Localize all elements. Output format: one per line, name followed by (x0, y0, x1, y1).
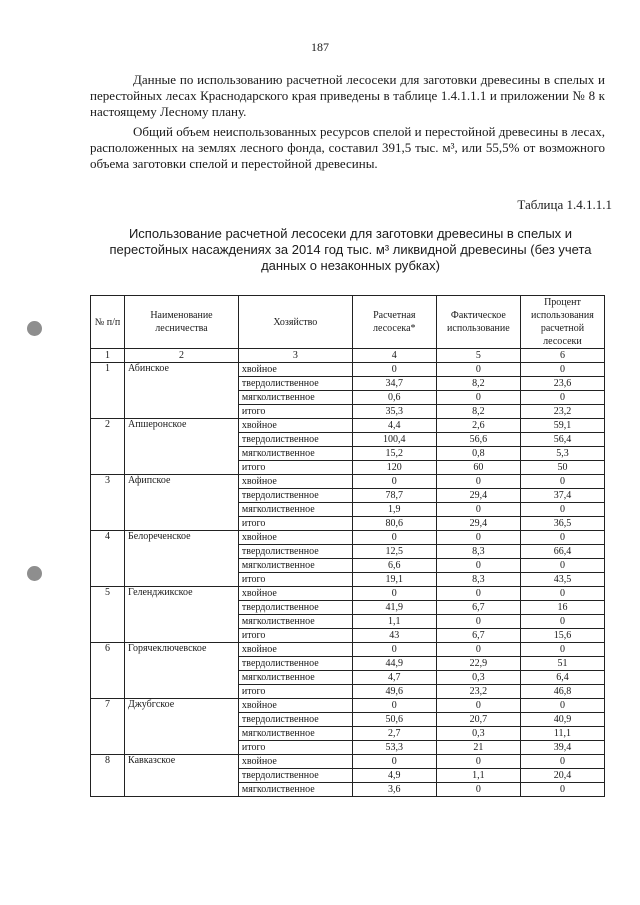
table-row (91, 419, 605, 433)
header-usage-percent: Процент использования расчетной лесосеки (520, 296, 604, 349)
farm-type-cell: итого (238, 685, 352, 699)
usage-percent-cell: 51 (520, 657, 604, 671)
actual-usage-cell: 8,3 (436, 545, 520, 559)
table-row (91, 699, 605, 713)
forestry-usage-table (90, 295, 605, 797)
farm-type-cell: мягколиственное (238, 447, 352, 461)
usage-percent-cell: 16 (520, 601, 604, 615)
usage-percent-cell: 0 (520, 391, 604, 405)
forestry-number: 5 (91, 587, 125, 643)
usage-percent-cell: 23,6 (520, 377, 604, 391)
calculated-cutting-cell: 4,4 (352, 419, 436, 433)
usage-percent-cell: 56,4 (520, 433, 604, 447)
calculated-cutting-cell: 0 (352, 755, 436, 769)
calculated-cutting-cell: 0 (352, 699, 436, 713)
actual-usage-cell: 0 (436, 531, 520, 545)
actual-usage-cell: 0,3 (436, 727, 520, 741)
usage-percent-cell: 0 (520, 699, 604, 713)
actual-usage-cell: 21 (436, 741, 520, 755)
calculated-cutting-cell: 34,7 (352, 377, 436, 391)
table-header-row (91, 296, 605, 349)
farm-type-cell: мягколиственное (238, 503, 352, 517)
forestry-name: Горячеключевское (125, 643, 239, 699)
farm-type-cell: итого (238, 741, 352, 755)
calculated-cutting-cell: 1,1 (352, 615, 436, 629)
farm-type-cell: твердолиственное (238, 601, 352, 615)
actual-usage-cell: 0 (436, 783, 520, 797)
farm-type-cell: твердолиственное (238, 713, 352, 727)
binder-hole-bottom (27, 566, 42, 581)
column-number: 3 (238, 349, 352, 363)
forestry-number: 4 (91, 531, 125, 587)
usage-percent-cell: 20,4 (520, 769, 604, 783)
usage-percent-cell: 0 (520, 643, 604, 657)
farm-type-cell: мягколиственное (238, 559, 352, 573)
actual-usage-cell: 0 (436, 363, 520, 377)
column-number: 5 (436, 349, 520, 363)
actual-usage-cell: 56,6 (436, 433, 520, 447)
table-row (91, 363, 605, 377)
header-farm-type: Хозяйство (238, 296, 352, 349)
calculated-cutting-cell: 0 (352, 531, 436, 545)
actual-usage-cell: 6,7 (436, 629, 520, 643)
actual-usage-cell: 0 (436, 699, 520, 713)
usage-percent-cell: 0 (520, 615, 604, 629)
actual-usage-cell: 0 (436, 559, 520, 573)
table-label: Таблица 1.4.1.1.1 (517, 197, 612, 212)
farm-type-cell: итого (238, 629, 352, 643)
actual-usage-cell: 0,8 (436, 447, 520, 461)
farm-type-cell: хвойное (238, 419, 352, 433)
binder-hole-top (27, 321, 42, 336)
usage-percent-cell: 5,3 (520, 447, 604, 461)
calculated-cutting-cell: 12,5 (352, 545, 436, 559)
farm-type-cell: хвойное (238, 643, 352, 657)
farm-type-cell: мягколиственное (238, 671, 352, 685)
actual-usage-cell: 0 (436, 503, 520, 517)
calculated-cutting-cell: 100,4 (352, 433, 436, 447)
actual-usage-cell: 1,1 (436, 769, 520, 783)
calculated-cutting-cell: 49,6 (352, 685, 436, 699)
page-number: 187 (311, 40, 329, 54)
calculated-cutting-cell: 50,6 (352, 713, 436, 727)
calculated-cutting-cell: 4,7 (352, 671, 436, 685)
actual-usage-cell: 0 (436, 475, 520, 489)
calculated-cutting-cell: 78,7 (352, 489, 436, 503)
column-number-row (91, 349, 605, 363)
usage-percent-cell: 0 (520, 559, 604, 573)
farm-type-cell: мягколиственное (238, 391, 352, 405)
table-row (91, 755, 605, 769)
farm-type-cell: итого (238, 461, 352, 475)
actual-usage-cell: 60 (436, 461, 520, 475)
calculated-cutting-cell: 120 (352, 461, 436, 475)
paragraph-2: Общий объем неиспользованных ресурсов спелой и перестойной древесины в лесах, расположенных на землях лесного фонда, составил 391,5 тыс. м³, или 55,5% от возможного объема заготовки спелой и перестойной древесины. (90, 124, 605, 171)
farm-type-cell: твердолиственное (238, 545, 352, 559)
calculated-cutting-cell: 3,6 (352, 783, 436, 797)
forestry-name: Белореченское (125, 531, 239, 587)
paragraph-1: Данные по использованию расчетной лесосеки для заготовки древесины в спелых и перестойных лесах Краснодарского края приведены в таблице 1.4.1.1.1 и приложении № 8 к настоящему Лесному плану. (90, 72, 605, 119)
actual-usage-cell: 0 (436, 587, 520, 601)
usage-percent-cell: 11,1 (520, 727, 604, 741)
actual-usage-cell: 22,9 (436, 657, 520, 671)
forestry-name: Апшеронское (125, 419, 239, 475)
farm-type-cell: итого (238, 573, 352, 587)
usage-percent-cell: 39,4 (520, 741, 604, 755)
calculated-cutting-cell: 15,2 (352, 447, 436, 461)
usage-percent-cell: 46,8 (520, 685, 604, 699)
farm-type-cell: итого (238, 405, 352, 419)
calculated-cutting-cell: 6,6 (352, 559, 436, 573)
header-forestry: Наименование лесничества (125, 296, 239, 349)
farm-type-cell: хвойное (238, 587, 352, 601)
calculated-cutting-cell: 53,3 (352, 741, 436, 755)
forestry-number: 2 (91, 419, 125, 475)
forestry-number: 8 (91, 755, 125, 797)
calculated-cutting-cell: 19,1 (352, 573, 436, 587)
actual-usage-cell: 8,3 (436, 573, 520, 587)
calculated-cutting-cell: 0 (352, 643, 436, 657)
usage-percent-cell: 0 (520, 363, 604, 377)
usage-percent-cell: 50 (520, 461, 604, 475)
header-calculated-cutting: Расчетная лесосека* (352, 296, 436, 349)
usage-percent-cell: 6,4 (520, 671, 604, 685)
actual-usage-cell: 8,2 (436, 377, 520, 391)
usage-percent-cell: 23,2 (520, 405, 604, 419)
actual-usage-cell: 2,6 (436, 419, 520, 433)
table-title: Использование расчетной лесосеки для заготовки древесины в спелых и перестойных насаждениях за 2014 год тыс. м³ ликвидной древесины (без учета данных о незаконных рубках) (109, 226, 592, 273)
farm-type-cell: мягколиственное (238, 783, 352, 797)
usage-percent-cell: 0 (520, 531, 604, 545)
forestry-number: 3 (91, 475, 125, 531)
farm-type-cell: хвойное (238, 699, 352, 713)
farm-type-cell: хвойное (238, 363, 352, 377)
usage-percent-cell: 0 (520, 755, 604, 769)
calculated-cutting-cell: 44,9 (352, 657, 436, 671)
calculated-cutting-cell: 0,6 (352, 391, 436, 405)
actual-usage-cell: 20,7 (436, 713, 520, 727)
table-row (91, 531, 605, 545)
farm-type-cell: твердолиственное (238, 769, 352, 783)
calculated-cutting-cell: 2,7 (352, 727, 436, 741)
table-row (91, 587, 605, 601)
farm-type-cell: твердолиственное (238, 377, 352, 391)
table-body (91, 363, 605, 797)
farm-type-cell: итого (238, 517, 352, 531)
calculated-cutting-cell: 1,9 (352, 503, 436, 517)
calculated-cutting-cell: 0 (352, 475, 436, 489)
actual-usage-cell: 0 (436, 643, 520, 657)
forestry-number: 6 (91, 643, 125, 699)
calculated-cutting-cell: 0 (352, 363, 436, 377)
usage-percent-cell: 59,1 (520, 419, 604, 433)
column-number: 2 (125, 349, 239, 363)
usage-percent-cell: 0 (520, 475, 604, 489)
calculated-cutting-cell: 80,6 (352, 517, 436, 531)
usage-percent-cell: 66,4 (520, 545, 604, 559)
column-number: 4 (352, 349, 436, 363)
farm-type-cell: хвойное (238, 755, 352, 769)
column-number: 6 (520, 349, 604, 363)
usage-percent-cell: 0 (520, 503, 604, 517)
usage-percent-cell: 36,5 (520, 517, 604, 531)
actual-usage-cell: 29,4 (436, 489, 520, 503)
usage-percent-cell: 15,6 (520, 629, 604, 643)
forestry-number: 7 (91, 699, 125, 755)
usage-percent-cell: 0 (520, 783, 604, 797)
forestry-name: Кавказское (125, 755, 239, 797)
forestry-name: Афипское (125, 475, 239, 531)
actual-usage-cell: 0,3 (436, 671, 520, 685)
calculated-cutting-cell: 43 (352, 629, 436, 643)
actual-usage-cell: 0 (436, 391, 520, 405)
actual-usage-cell: 8,2 (436, 405, 520, 419)
calculated-cutting-cell: 41,9 (352, 601, 436, 615)
actual-usage-cell: 6,7 (436, 601, 520, 615)
usage-percent-cell: 40,9 (520, 713, 604, 727)
table-row (91, 475, 605, 489)
farm-type-cell: хвойное (238, 531, 352, 545)
farm-type-cell: твердолиственное (238, 489, 352, 503)
farm-type-cell: мягколиственное (238, 615, 352, 629)
actual-usage-cell: 29,4 (436, 517, 520, 531)
forestry-name: Джубгское (125, 699, 239, 755)
usage-percent-cell: 0 (520, 587, 604, 601)
calculated-cutting-cell: 4,9 (352, 769, 436, 783)
usage-percent-cell: 43,5 (520, 573, 604, 587)
header-number: № п/п (91, 296, 125, 349)
usage-percent-cell: 37,4 (520, 489, 604, 503)
calculated-cutting-cell: 35,3 (352, 405, 436, 419)
forestry-number: 1 (91, 363, 125, 419)
farm-type-cell: хвойное (238, 475, 352, 489)
actual-usage-cell: 23,2 (436, 685, 520, 699)
calculated-cutting-cell: 0 (352, 587, 436, 601)
table-row (91, 643, 605, 657)
actual-usage-cell: 0 (436, 615, 520, 629)
forestry-name: Геленджикское (125, 587, 239, 643)
farm-type-cell: твердолиственное (238, 657, 352, 671)
header-actual-usage: Фактическое использование (436, 296, 520, 349)
farm-type-cell: мягколиственное (238, 727, 352, 741)
column-number: 1 (91, 349, 125, 363)
farm-type-cell: твердолиственное (238, 433, 352, 447)
forestry-name: Абинское (125, 363, 239, 419)
actual-usage-cell: 0 (436, 755, 520, 769)
